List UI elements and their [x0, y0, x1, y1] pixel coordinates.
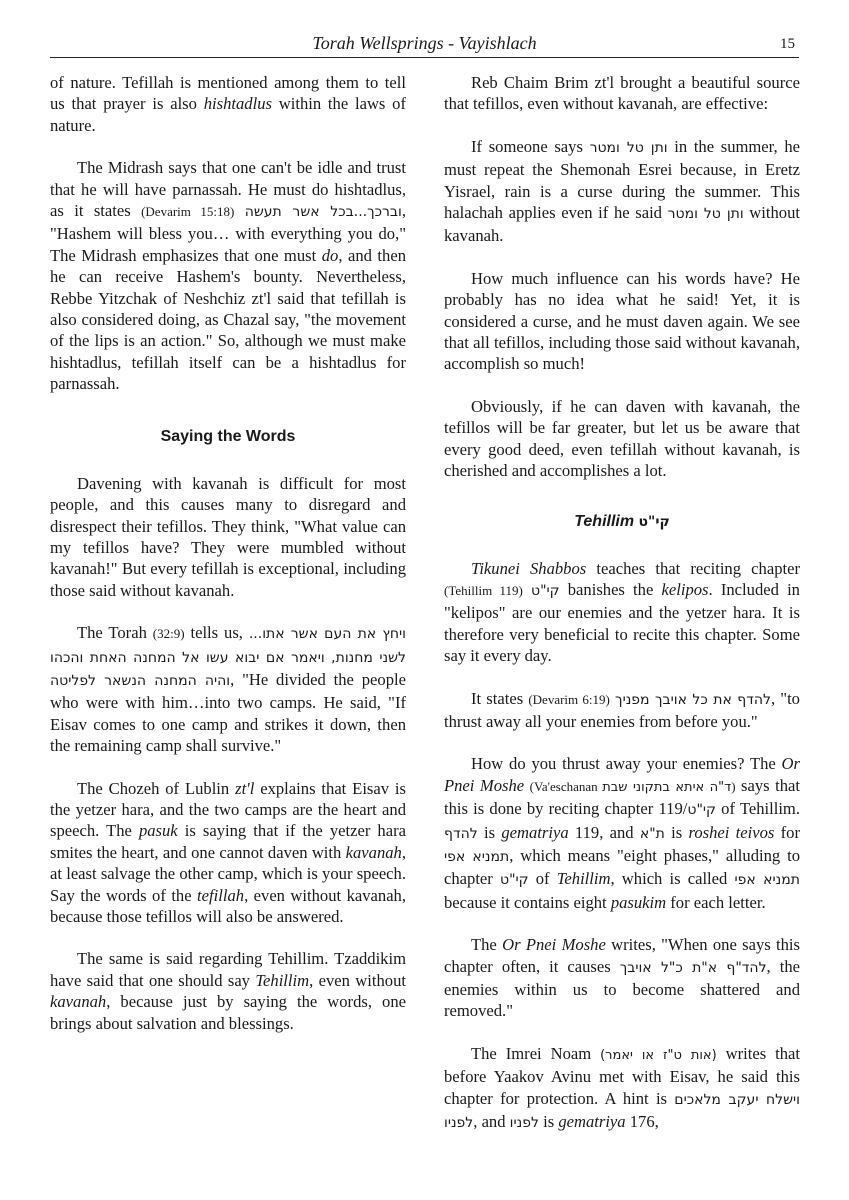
running-header	[50, 31, 799, 58]
right-column	[444, 72, 800, 1134]
page-number: 15	[780, 36, 795, 52]
paragraph-reb-chaim-brim: Reb Chaim Brim zt'l brought a beautiful source that tefillos, even without kavanah, are effective:	[444, 73, 800, 114]
paragraph-laws-of-nature: of nature. Tefillah is mentioned among them to tell us that prayer is also hishtadlus within the laws of nature.	[50, 73, 406, 135]
paragraph-it-states: It states (Devarim 6:19) להדף את כל אויבך מפניך, "to thrust away all your enemies from before you."	[444, 688, 800, 731]
left-column	[50, 72, 406, 1034]
paragraph-or-pnei-moshe-gematriya: How do you thrust away your enemies? The Or Pnei Moshe (Va'eschanan ד"ה איתא בתקוני שבת) says that this is done by reciting chapter 119/קי"ט of Tehillim. להדף is gematriya 119, and ת"א is roshei teivos for תמניא אפי, which means "eight phases," alluding to chapter קי"ט of Tehillim, which is called תמניא אפי because it contains eight pasukim for each letter.	[444, 754, 801, 912]
paragraph-every-good-deed: Obviously, if he can daven with kavanah, the tefillos will be far greater, but let us be aware that every good deed, even tefillah without kavanah, is cherished and accomplishes a lot.	[444, 396, 800, 481]
paragraph-imrei-noam: The Imrei Noam (אות ט"ז או יאמר) writes that before Yaakov Avinu met with Eisav, he said this chapter for protection. A hint is וישלח יעקב מלאכים לפניו, and לפניו is gematriya 176,	[444, 1043, 800, 1132]
paragraph-influence-of-words: How much influence can his words have? He probably has no idea what he said! Yet, it is considered a curse, and he must daven again. We see that all tefillos, including those said without kavanah, accomplish so much!	[444, 268, 800, 374]
paragraph-midrash-hishtadlus: The Midrash says that one can't be idle and trust that he will have parnassah. He must do hishtadlus, as it states (Devarim 15:18) וברכך...בכל אשר תעשה, "Hashem will bless you… with everything you do," The Midrash emphasizes that one must do, and then he can receive Hashem's bounty. Nevertheless, Rebbe Yitzchak of Neshchiz zt'l said that tefillah is also considered doing, as Chazal say, "the movement of the lips is an action." So, although we must make hishtadlus, tefillah itself can be a hishtadlus for parnassah.	[50, 158, 406, 394]
paragraph-two-camps: The Torah (32:9) tells us, ויחץ את העם אשר אתו... לשני מחנות, ויאמר אם יבוא עשו אל המחנה האחת והכהו והיה המחנה הנשאר לפליטה, "He divided the people who were with him…into two camps. He said, "If Eisav comes to one camp and strikes it down, then the remaining camp shall survive."	[50, 623, 406, 756]
paragraph-chozeh-of-lublin: The Chozeh of Lublin zt'l explains that Eisav is the yetzer hara, and the two camps are the heart and speech. The pasuk is saying that if the yetzer hara smites the heart, and one cannot daven with kavanah, at least salvage the other camp, which is your speech. Say the words of the tefillah, even without kavanah, because those tefillos will also be answered.	[50, 778, 407, 926]
paragraph-or-pnei-moshe-writes: The Or Pnei Moshe writes, "When one says this chapter often, it causes להד"ף א"ת כ"ל אויבך, the enemies within us to become shattered and removed."	[444, 935, 800, 1021]
section-heading-saying-the-words: Saying the Words	[160, 427, 296, 445]
running-title: Torah Wellsprings - Vayishlach	[312, 33, 537, 53]
section-heading-tehillim-119: Tehillim קי"ט	[574, 512, 670, 530]
paragraph-tikunei-shabbos: Tikunei Shabbos teaches that reciting chapter (Tehillim 119) קי"ט banishes the kelipos. Included in "kelipos" are our enemies and the yetzer hara. It is therefore very beneficial to recite this chapter. Some say it every day.	[444, 558, 800, 666]
paragraph-tal-umatar: If someone says ותן טל ומטר in the summer, he must repeat the Shemonah Esrei because, in Eretz Yisrael, rain is a curse during the summer. This halachah applies even if he said ותן טל ומטר without kavanah.	[444, 136, 800, 246]
paragraph-tehillim-tzaddikim: The same is said regarding Tehillim. Tzaddikim have said that one should say Tehillim, even without kavanah, because just by saying the words, one brings about salvation and blessings.	[50, 949, 406, 1033]
paragraph-davening-kavanah: Davening with kavanah is difficult for most people, and this causes many to disregard and disrespect their tefillos. They think, "What value can my tefillos have? They were mumbled without kavanah!" But every tefillah is exceptional, including those said without kavanah.	[50, 473, 406, 600]
